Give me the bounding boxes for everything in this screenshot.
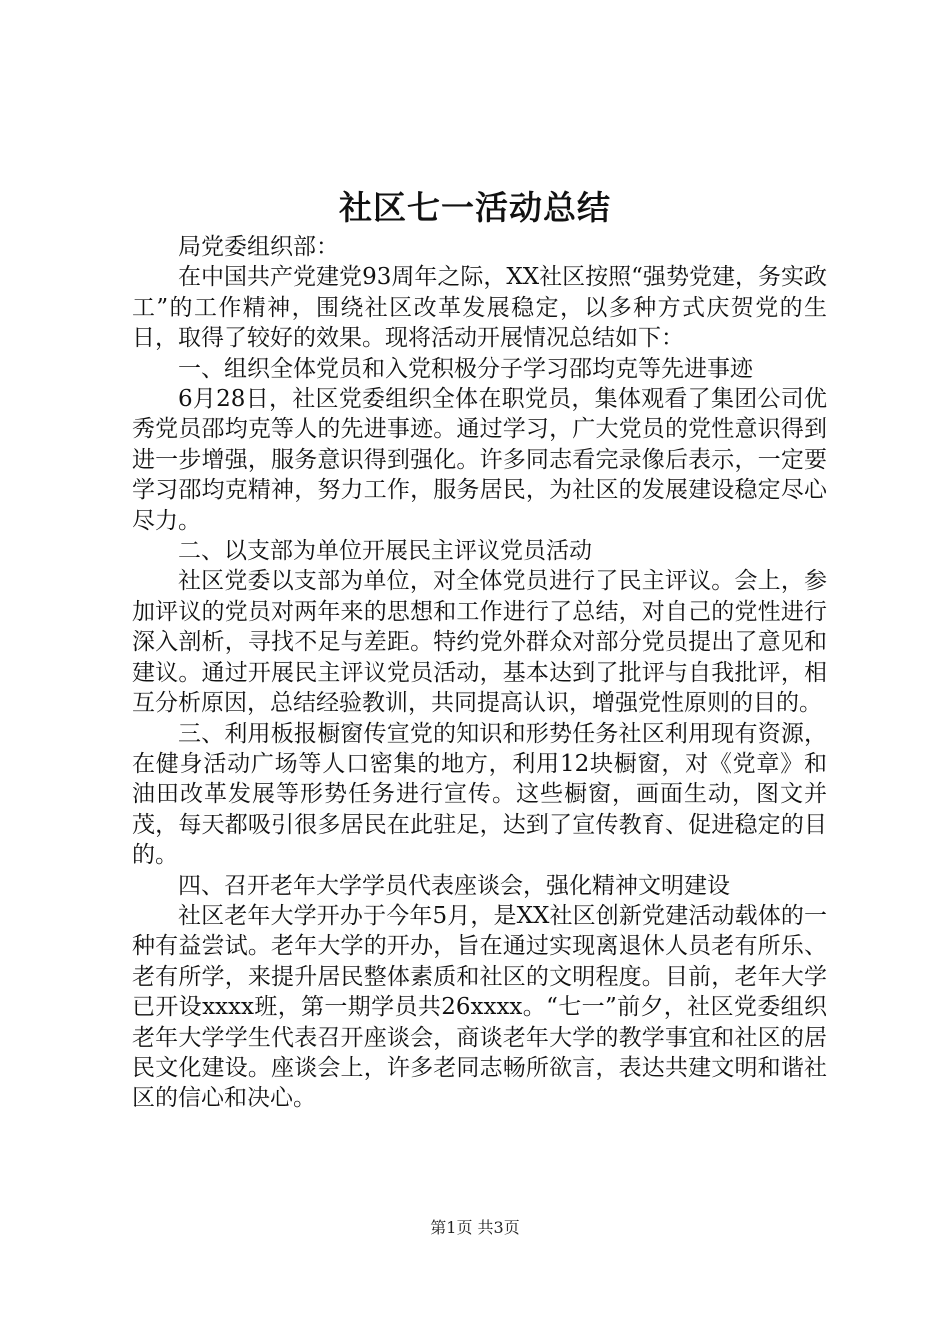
document-title: 社区七一活动总结 xyxy=(339,188,611,227)
section-paragraph-4: 社区老年大学开办于今年5月，是XX社区创新党建活动载体的一种有益尝试。老年大学的开办，旨在通过实现离退休人员老有所乐、老有所学，来提升居民整体素质和社区的文明程度。目前，老年大学已开设xxxx班，第一期学员共26xxxx。“七一”前夕，社区党委组织老年大学学生代表召开座谈会，商谈老年大学的教学事宜和社区的居民文化建设。座谈会上，许多老同志畅所欲言，表达共建文明和谐社区的信心和决心。 xyxy=(132,902,827,1112)
section-heading-1: 一、组织全体党员和入党积极分子学习邵均克等先进事迹 xyxy=(178,355,753,382)
section-paragraph-3: 三、利用板报橱窗传宣党的知识和形势任务社区利用现有资源，在健身活动广场等人口密集的地方，利用12块橱窗，对《党章》和油田改革发展等形势任务进行宣传。这些橱窗，画面生动，图文并茂，每天都吸引很多居民在此驻足，达到了宣传教育、促进稳定的目的。 xyxy=(132,720,827,869)
section-heading-4: 四、召开老年大学学员代表座谈会，强化精神文明建设 xyxy=(178,872,730,899)
document-body xyxy=(132,232,827,1114)
intro-paragraph: 在中国共产党建党93周年之际，XX社区按照“强势党建，务实政工”的工作精神，围绕社区改革发展稳定，以多种方式庆贺党的生日，取得了较好的效果。现将活动开展情况总结如下： xyxy=(132,264,827,352)
section-paragraph-2: 社区党委以支部为单位，对全体党员进行了民主评议。会上，参加评议的党员对两年来的思想和工作进行了总结，对自己的党性进行深入剖析，寻找不足与差距。特约党外群众对部分党员提出了意见和建议。通过开展民主评议党员活动，基本达到了批评与自我批评，相互分析原因，总结经验教训，共同提高认识，增强党性原则的目的。 xyxy=(132,568,827,717)
section-heading-2: 二、以支部为单位开展民主评议党员活动 xyxy=(178,538,592,565)
addressee-line: 局党委组织部： xyxy=(178,234,339,260)
page-number-footer: 第1页 共3页 xyxy=(430,1218,520,1237)
section-paragraph-1: 6月28日，社区党委组织全体在职党员，集体观看了集团公司优秀党员邵均克等人的先进事迹。通过学习，广大党员的党性意识得到进一步增强，服务意识得到强化。许多同志看完录像后表示，一定要学习邵均克精神，努力工作，服务居民，为社区的发展建设稳定尽心尽力。 xyxy=(132,386,827,534)
